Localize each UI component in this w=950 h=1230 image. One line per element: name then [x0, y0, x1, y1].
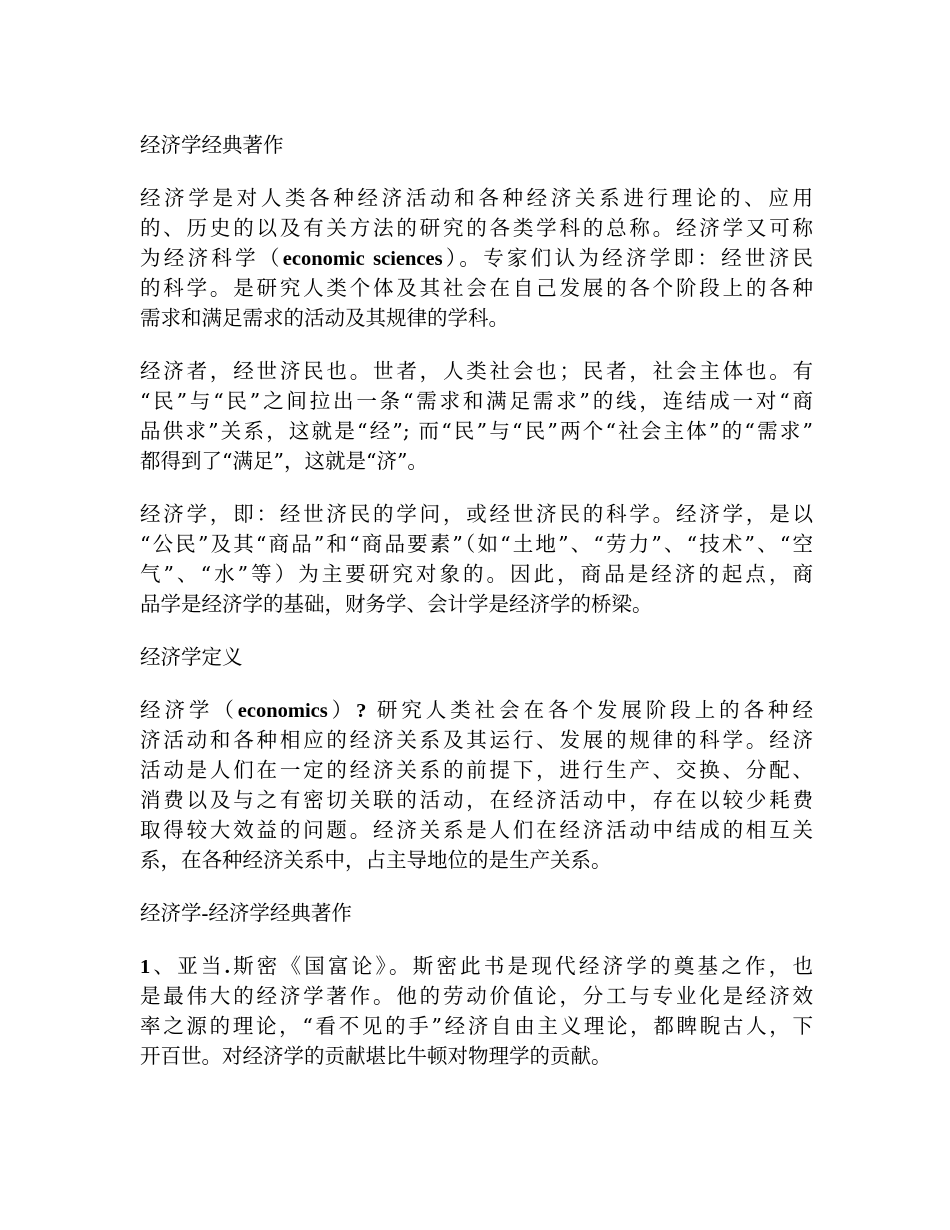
paragraph-line: 经济学是对人类各种经济活动和各种经济关系进行理论的、应用	[140, 186, 813, 210]
paragraph-line: 的、历史的以及有关方法的研究的各类学科的总称。经济学又可称	[140, 216, 813, 240]
bold-term: economics	[237, 700, 328, 722]
paragraph-line: 经济学，即：经世济民的学问，或经世济民的科学。经济学，是以	[140, 502, 813, 526]
text-run: 斯密《国富论》。斯密此书是现代经济学的奠基之作，也	[229, 954, 814, 978]
text-run: 为经济科学（	[140, 246, 283, 270]
paragraph-line: 品供求”关系，这就是“经”; 而“民”与“民”两个“社会主体”的“需求”	[140, 419, 813, 443]
text-run: ）。专家们认为经济学即：经世济民	[442, 246, 814, 270]
text-run: ）	[327, 698, 357, 722]
bold-question-mark: ?	[356, 700, 367, 722]
paragraph-line: 济活动和各种相应的经济关系及其运行、发展的规律的科学。经济	[140, 728, 813, 752]
paragraph-line	[140, 243, 813, 273]
text-run: 经济学（	[140, 698, 238, 722]
paragraph-line: 需求和满足需求的活动及其规律的学科。	[140, 306, 509, 330]
paragraph-line: 的科学。是研究人类个体及其社会在自己发展的各个阶段上的各种	[140, 276, 813, 300]
text-run: 研究人类社会在各个发展阶段上的各种经	[366, 698, 814, 722]
paragraph-line: “民”与“民”之间拉出一条“需求和满足需求”的线，连结成一对“商	[140, 389, 813, 413]
paragraph-line: 都得到了“满足”，这就是“济”。	[140, 449, 428, 473]
list-number: 1	[140, 956, 151, 978]
paragraph-line: 率之源的理论，“看不见的手”经济自由主义理论，都睥睨古人，下	[140, 1014, 813, 1038]
paragraph-line: 经济者，经世济民也。世者，人类社会也；民者，社会主体也。有	[140, 359, 813, 383]
paragraph-line: 是最伟大的经济学著作。他的劳动价值论，分工与专业化是经济效	[140, 984, 813, 1008]
paragraph-line	[140, 951, 813, 981]
paragraph-line: 品学是经济学的基础，财务学、会计学是经济学的桥梁。	[140, 592, 653, 616]
paragraph-line: 开百世。对经济学的贡献堪比牛顿对物理学的贡献。	[140, 1044, 612, 1068]
bold-dot: .	[224, 956, 230, 978]
section-heading: 经济学定义	[140, 645, 243, 669]
text-run: 经济学	[140, 901, 202, 925]
paragraph-line: 气”、“水”等）为主要研究对象的。因此，商品是经济的起点，商	[140, 562, 813, 586]
paragraph-jingshi-jimin	[140, 356, 813, 476]
paragraph-line	[140, 695, 813, 725]
document-page	[140, 130, 813, 1071]
bold-term: economic sciences	[282, 248, 443, 270]
section-heading: 经济学经典著作	[140, 133, 284, 157]
paragraph-line: 消费以及与之有密切关联的活动，在经济活动中，存在以较少耗费	[140, 788, 813, 812]
paragraph-line: 活动是人们在一定的经济关系的前提下，进行生产、交换、分配、	[140, 758, 813, 782]
bold-hyphen: -	[201, 903, 209, 925]
paragraph-research-objects	[140, 499, 813, 619]
text-run: 、亚当	[150, 954, 225, 978]
text-run: 经济学经典著作	[208, 901, 352, 925]
section-heading	[140, 898, 813, 928]
paragraph-economics-intro	[140, 183, 813, 333]
paragraph-line: 取得较大效益的问题。经济关系是人们在经济活动中结成的相互关	[140, 818, 813, 842]
paragraph-line: “公民”及其“商品”和“商品要素”（如“土地”、“劳力”、“技术”、“空	[140, 532, 813, 556]
paragraph-definition	[140, 695, 813, 875]
paragraph-wealth-of-nations	[140, 951, 813, 1071]
paragraph-line: 系，在各种经济关系中，占主导地位的是生产关系。	[140, 848, 612, 872]
